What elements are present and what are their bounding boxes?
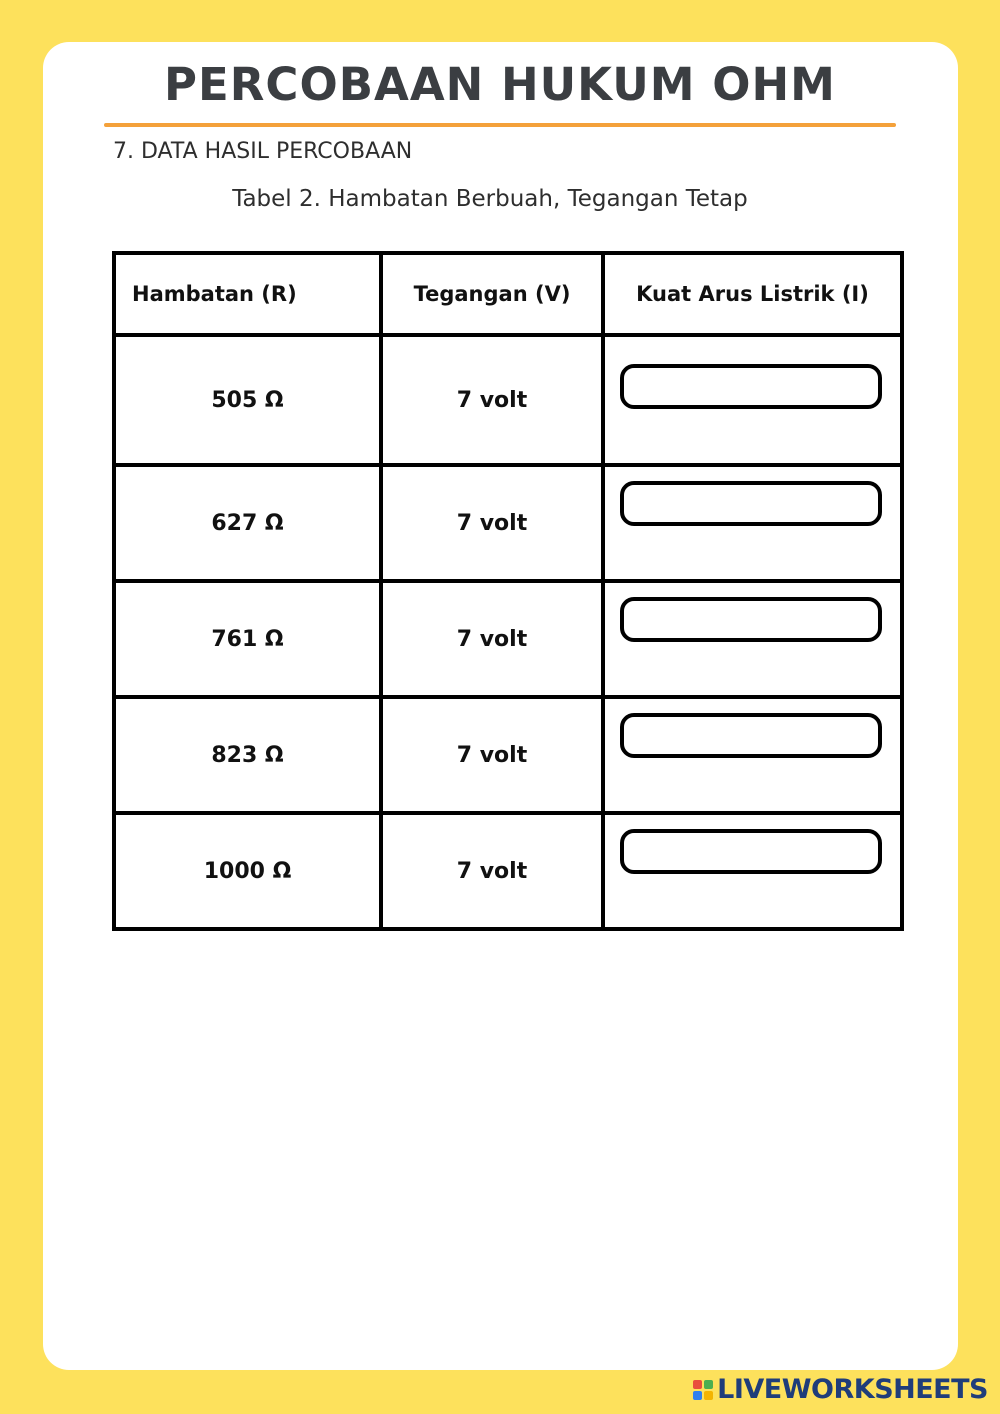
table-row [114,581,902,697]
current-answer-input[interactable] [620,364,882,409]
current-answer-input[interactable] [620,597,882,642]
current-cell [603,335,902,465]
table-row [114,465,902,581]
section-heading: 7. DATA HASIL PERCOBAAN [113,139,413,164]
resistance-cell: 823 Ω [114,697,381,813]
liveworksheets-logo-icon [693,1380,713,1400]
current-cell [603,697,902,813]
header-resistance: Hambatan (R) [114,253,381,335]
data-table [112,251,904,931]
title-underline [104,123,896,127]
resistance-cell: 761 Ω [114,581,381,697]
table-row [114,697,902,813]
resistance-cell: 627 Ω [114,465,381,581]
header-voltage: Tegangan (V) [381,253,603,335]
voltage-cell: 7 volt [381,465,603,581]
voltage-cell: 7 volt [381,697,603,813]
brand-name: LIVEWORKSHEETS [717,1374,988,1405]
voltage-cell: 7 volt [381,335,603,465]
current-answer-input[interactable] [620,713,882,758]
table-row [114,335,902,465]
current-answer-input[interactable] [620,481,882,526]
resistance-cell: 1000 Ω [114,813,381,929]
current-cell [603,813,902,929]
table-caption: Tabel 2. Hambatan Berbuah, Tegangan Tetap [232,186,748,212]
voltage-cell: 7 volt [381,813,603,929]
current-cell [603,581,902,697]
table-row [114,813,902,929]
voltage-cell: 7 volt [381,581,603,697]
header-current: Kuat Arus Listrik (I) [603,253,902,335]
current-answer-input[interactable] [620,829,882,874]
liveworksheets-brand [693,1374,988,1405]
resistance-cell: 505 Ω [114,335,381,465]
table-header-row [114,253,902,335]
current-cell [603,465,902,581]
page-title: PERCOBAAN HUKUM OHM [164,58,836,111]
